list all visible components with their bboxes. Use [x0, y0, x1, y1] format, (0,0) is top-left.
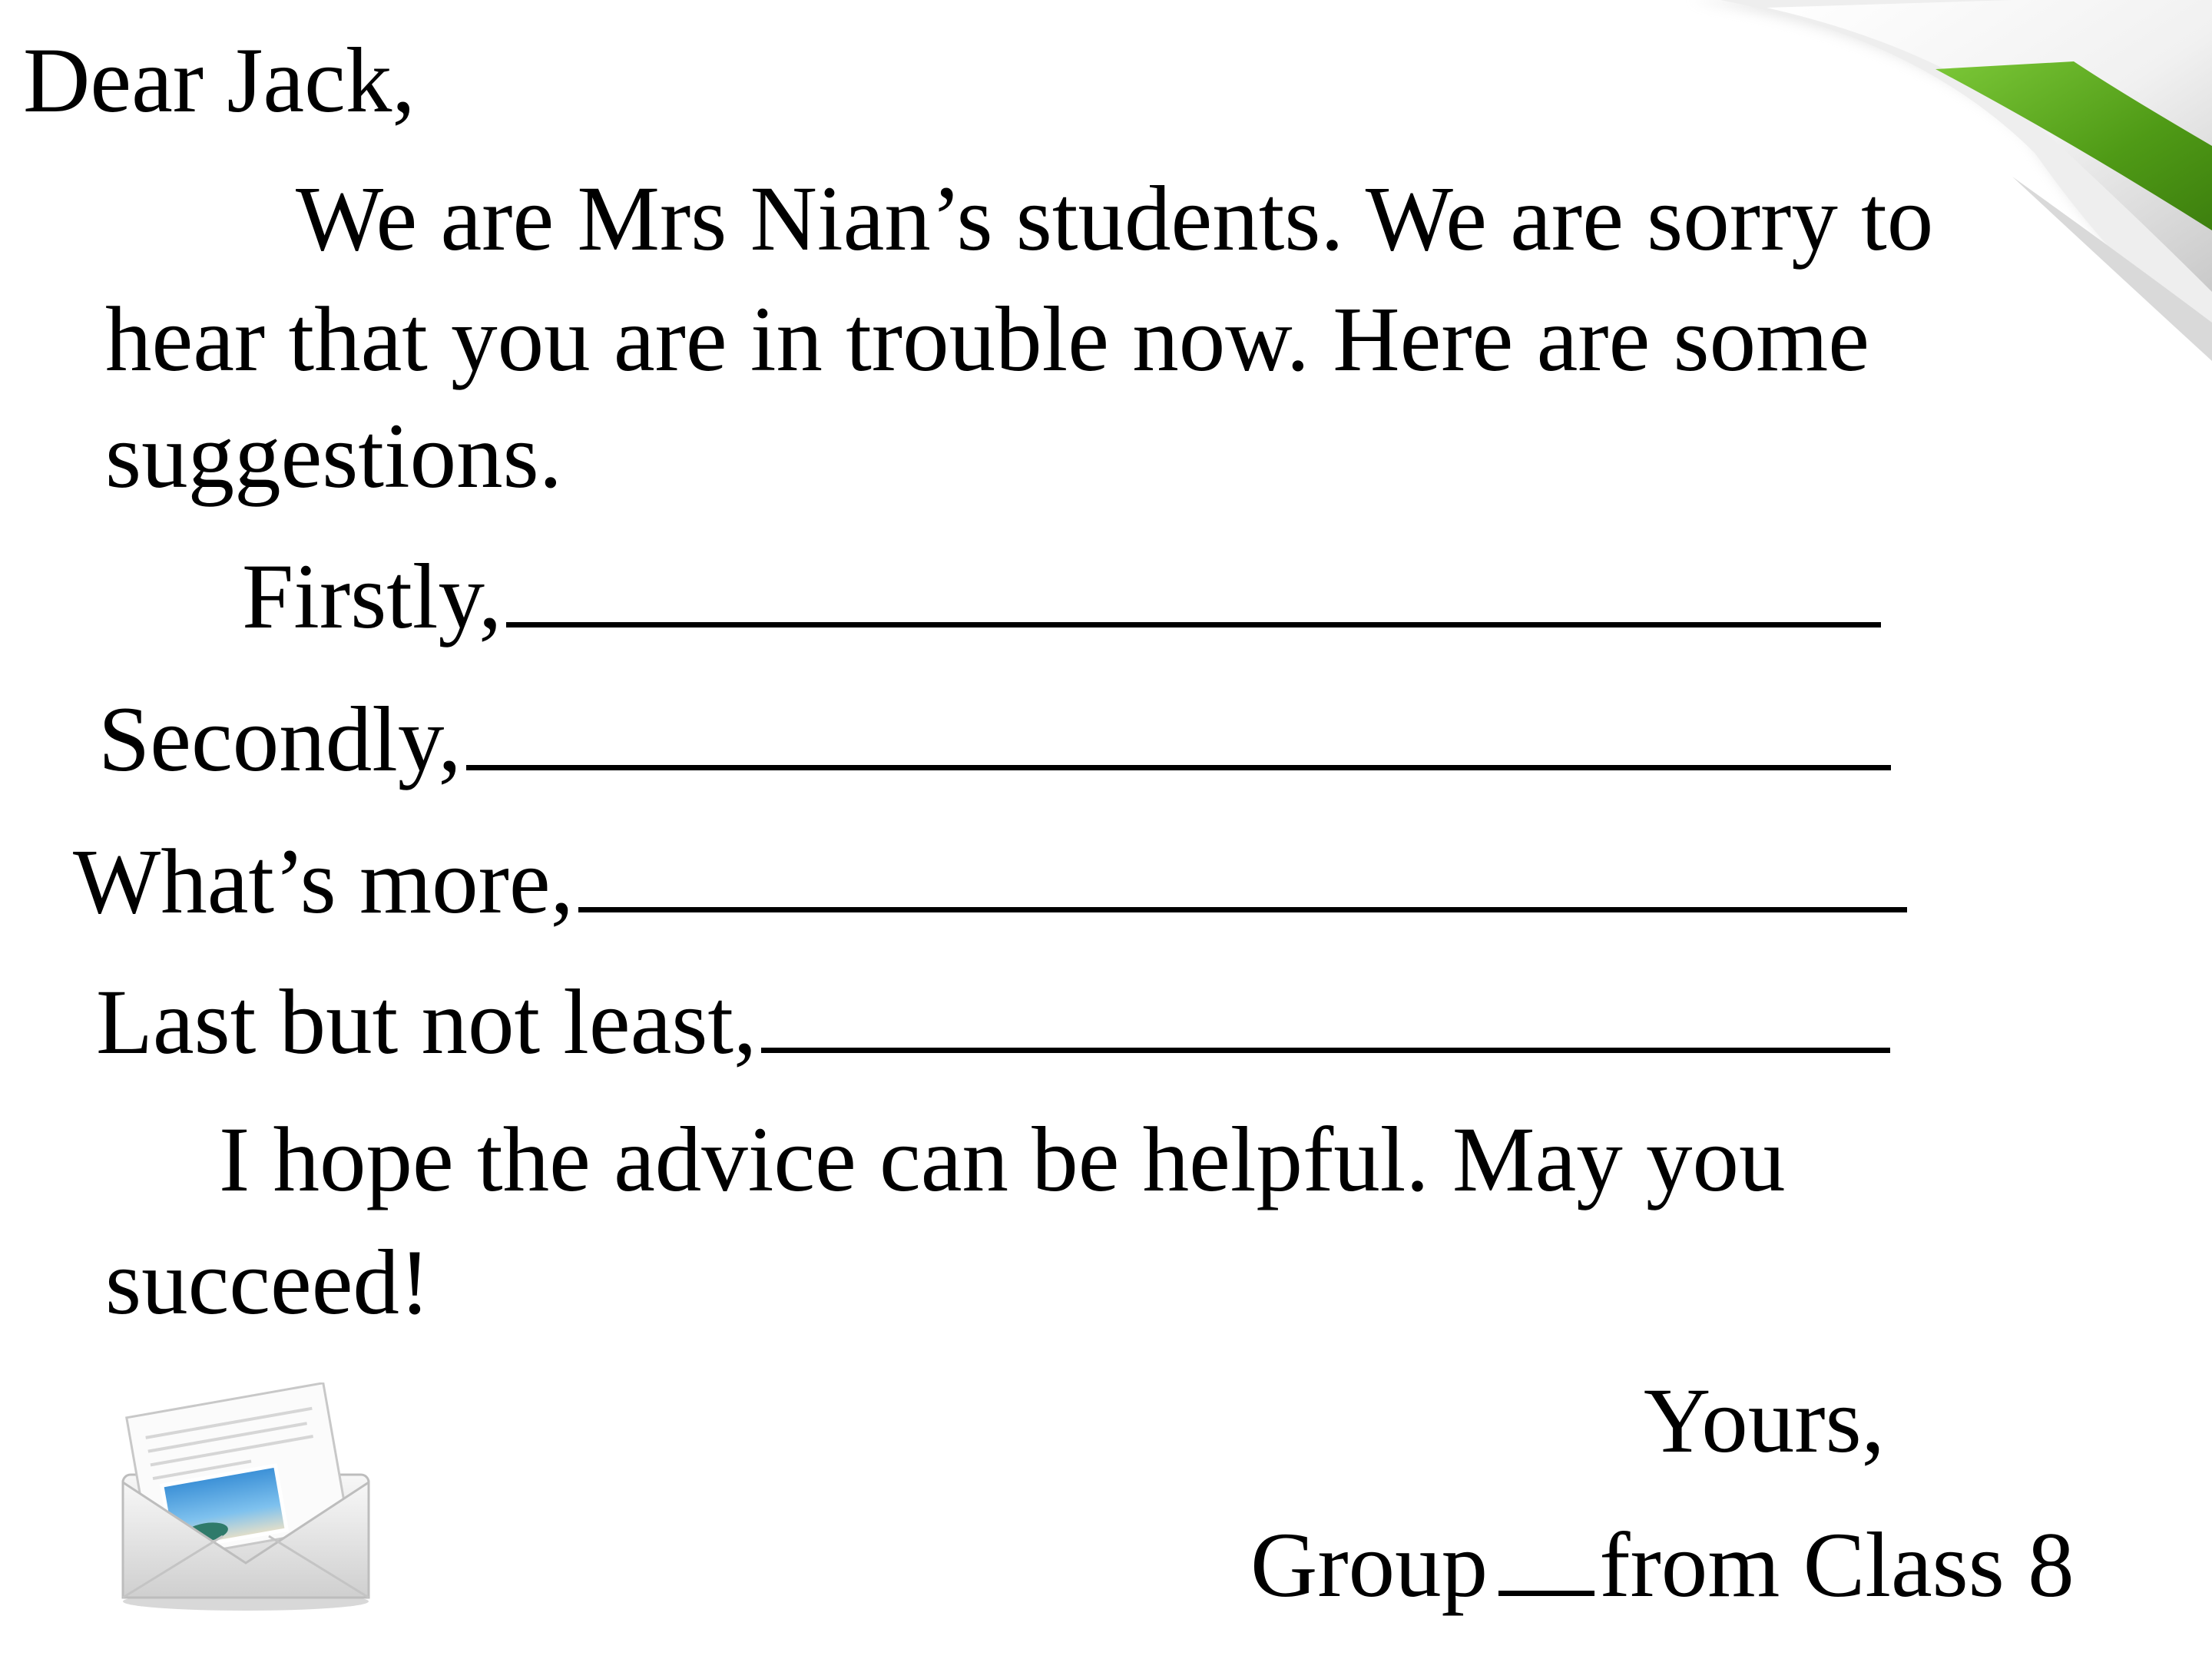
signature-prefix: Group — [1250, 1514, 1488, 1617]
secondly-line — [98, 688, 1891, 791]
group-number-blank-field[interactable] — [1498, 1517, 1594, 1596]
last-but-not-least-blank-field[interactable] — [761, 974, 1890, 1053]
signature-suffix: from Class 8 — [1599, 1514, 2075, 1617]
last-but-not-least-label: Last but not least, — [96, 971, 757, 1074]
firstly-blank-field[interactable] — [506, 548, 1881, 628]
closing-line-1: I hope the advice can be helpful. May you — [219, 1108, 1786, 1211]
signoff: Yours, — [1644, 1369, 1885, 1472]
intro-line-2: hear that you are in trouble now. Here are some — [105, 288, 1869, 391]
whats-more-label: What’s more, — [73, 830, 574, 933]
whats-more-blank-field[interactable] — [578, 833, 1907, 912]
intro-line-1: We are Mrs Nian’s students. We are sorry to — [296, 167, 1934, 270]
firstly-line — [242, 545, 1881, 648]
intro-line-3: suggestions. — [105, 405, 562, 508]
greeting: Dear Jack, — [23, 29, 416, 132]
firstly-label: Firstly, — [242, 545, 502, 648]
envelope-icon — [108, 1382, 384, 1613]
last-but-not-least-line — [96, 971, 1890, 1074]
secondly-label: Secondly, — [98, 688, 462, 791]
signature-line — [1250, 1514, 2075, 1617]
closing-line-2: succeed! — [105, 1231, 431, 1334]
whats-more-line — [73, 830, 1907, 933]
secondly-blank-field[interactable] — [466, 691, 1891, 770]
